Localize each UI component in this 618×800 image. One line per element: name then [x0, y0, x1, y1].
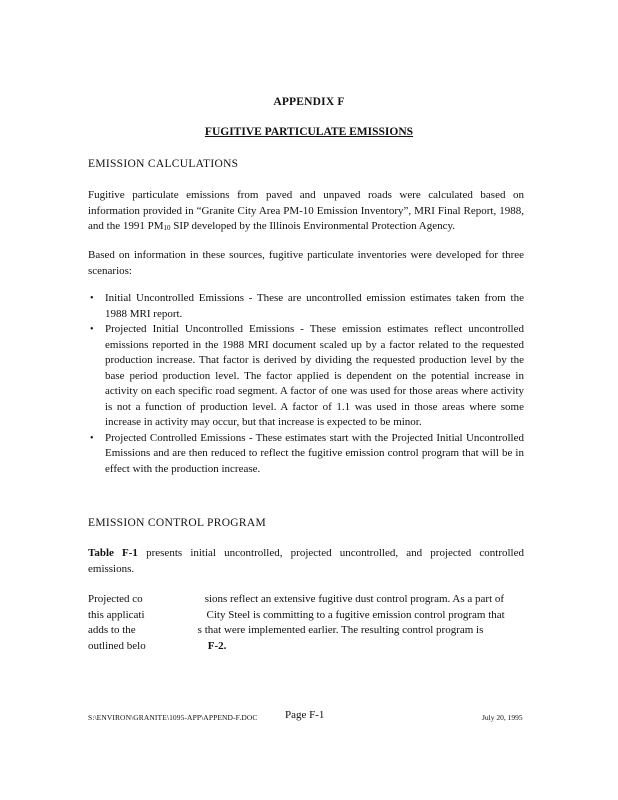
- appendix-label: APPENDIX F: [273, 96, 345, 108]
- text-fragment: adds to the: [88, 624, 136, 636]
- text-fragment: City Steel is committing to a fugitive emission control program that: [206, 608, 505, 621]
- text-fragment: F-2.: [207, 639, 227, 652]
- paragraph-scenarios: Based on information in these sources, fugitive particulate inventories were developed for three scenarios:: [88, 249, 524, 277]
- text-fragment: outlined belo: [88, 639, 146, 652]
- section-heading-emission-control-program: EMISSION CONTROL PROGRAM: [88, 517, 267, 529]
- paragraph-sources-text-1: Fugitive particulate emissions from paved and unpaved roads were calculated based on information provided in “Granite City Area PM-10 Emission Inventory”, MRI Final Report, 1988, and the 1991 PM: [88, 189, 524, 232]
- text-fragment: s that were implemented earlier. The resulting control program is: [197, 624, 484, 636]
- list-item: [88, 291, 524, 322]
- paragraph-sources-text-2: SIP developed by the Illinois Environmental Protection Agency.: [170, 220, 456, 232]
- text-line: [88, 623, 524, 639]
- text-line: [88, 592, 524, 608]
- text-fragment: this applicati: [88, 608, 145, 621]
- text-fragment: sions reflect an extensive fugitive dust control program. As a part of: [204, 593, 505, 605]
- scenario-list: [88, 291, 524, 477]
- paragraph-table-reference-text: presents initial uncontrolled, projected uncontrolled, and projected controlled emissions.: [88, 547, 524, 575]
- pm-subscript: 10: [163, 224, 171, 232]
- text-fragment: Projected co: [88, 593, 143, 605]
- list-item: [88, 431, 524, 478]
- table-reference: Table F-1: [88, 547, 138, 559]
- bullet-icon: •: [90, 432, 94, 444]
- paragraph-control-program: [88, 592, 524, 654]
- list-item-text: Projected Controlled Emissions - These estimates start with the Projected Initial Uncontrolled Emissions and are then reduced to reflect the fugitive emission control program that will be in effect with the production increase.: [105, 431, 524, 475]
- text-line: [88, 639, 524, 655]
- footer-file-path: S:\ENVIRON\GRANITE\1095-APP\APPEND-F.DOC: [88, 713, 258, 722]
- footer-page-number: Page F-1: [285, 709, 325, 721]
- text-line: [88, 608, 524, 624]
- section-heading-emission-calculations: EMISSION CALCULATIONS: [88, 158, 239, 170]
- list-item: [88, 322, 524, 431]
- bullet-icon: •: [90, 324, 94, 335]
- footer-date: July 20, 1995: [482, 713, 523, 722]
- list-item-text: Projected Initial Uncontrolled Emissions - These emission estimates reflect uncontrolled emissions reported in the 1988 MRI document scaled up by a factor related to the requested production increase. That factor is derived by dividing the requested production level by the base period production level. The factor applied is dependent on the potential increase in activity on each specific road segment. A factor of one was used for those areas where activity is not a function of production level. A factor of 1.1 was used in those areas where some increase in activity may occur, but that increase is expected to be minor.: [105, 323, 524, 428]
- paragraph-sources: [88, 188, 524, 237]
- paragraph-table-reference: [88, 546, 524, 577]
- list-item-text: Initial Uncontrolled Emissions - These are uncontrolled emission estimates taken from the 1988 MRI report.: [105, 292, 524, 320]
- document-title: FUGITIVE PARTICULATE EMISSIONS: [204, 126, 414, 138]
- bullet-icon: •: [90, 293, 94, 304]
